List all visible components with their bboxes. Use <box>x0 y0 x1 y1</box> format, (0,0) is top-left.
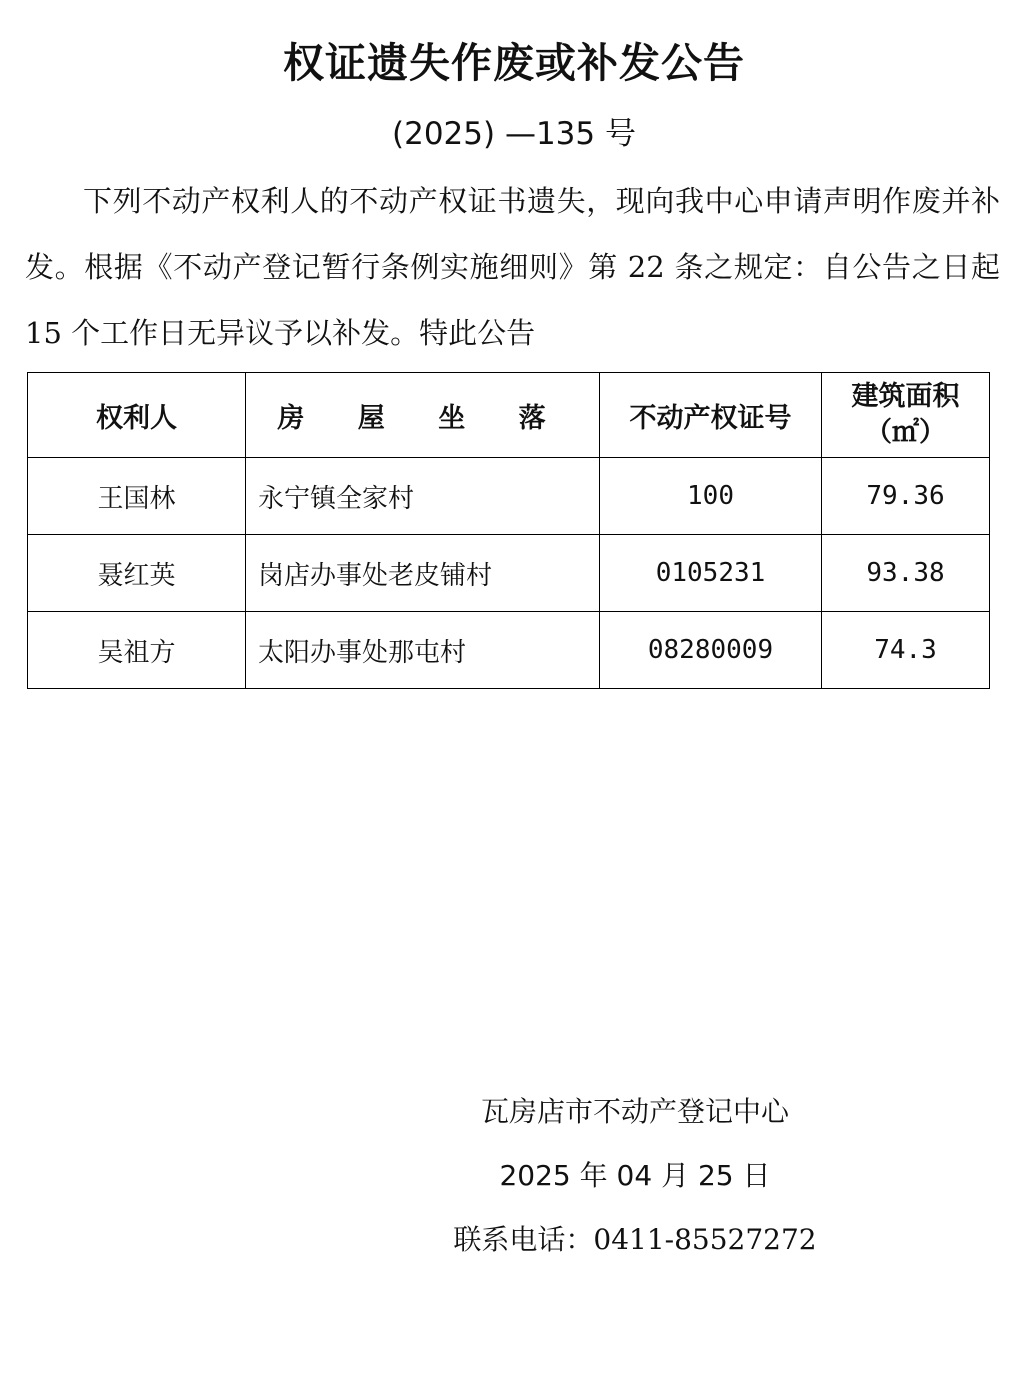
table-row <box>28 535 990 612</box>
header-cert-no: 不动产权证号 <box>600 373 822 458</box>
header-area-label: 建筑面积 <box>851 381 960 412</box>
notice-number: (2025) —135 号 <box>392 116 636 152</box>
cell-owner: 吴祖方 <box>28 612 246 689</box>
header-address-label: 房 屋 坐 落 <box>277 402 568 434</box>
cell-address: 岗店办事处老皮铺村 <box>246 535 600 612</box>
cell-area: 74.3 <box>822 612 990 689</box>
cell-cert-no: 08280009 <box>600 612 822 689</box>
issue-date: 2025 年 04 月 25 日 <box>499 1159 771 1192</box>
cell-address: 太阳办事处那屯村 <box>246 612 600 689</box>
cell-owner: 王国林 <box>28 458 246 535</box>
table-header-row <box>28 373 990 458</box>
table-row <box>28 458 990 535</box>
table-row <box>28 612 990 689</box>
notice-title: 权证遗失作废或补发公告 <box>283 39 745 87</box>
cell-address: 永宁镇全家村 <box>246 458 600 535</box>
cell-cert-no: 0105231 <box>600 535 822 612</box>
records-table <box>27 372 990 689</box>
issuer-name: 瓦房店市不动产登记中心 <box>480 1095 789 1128</box>
notice-body: 下列不动产权利人的不动产权证书遗失，现向我中心申请声明作废并补发。根据《不动产登记暂行条例实施细则》第 22 条之规定：自公告之日起 15 个工作日无异议予以补发。特此公告 <box>25 184 1000 350</box>
cell-area: 79.36 <box>822 458 990 535</box>
cell-cert-no: 100 <box>600 458 822 535</box>
cell-owner: 聂红英 <box>28 535 246 612</box>
header-address <box>246 373 600 458</box>
contact-phone: 联系电话：0411-85527272 <box>453 1223 817 1256</box>
header-owner: 权利人 <box>28 373 246 458</box>
header-area-unit: （㎡） <box>865 417 946 448</box>
header-area <box>822 373 990 458</box>
cell-area: 93.38 <box>822 535 990 612</box>
